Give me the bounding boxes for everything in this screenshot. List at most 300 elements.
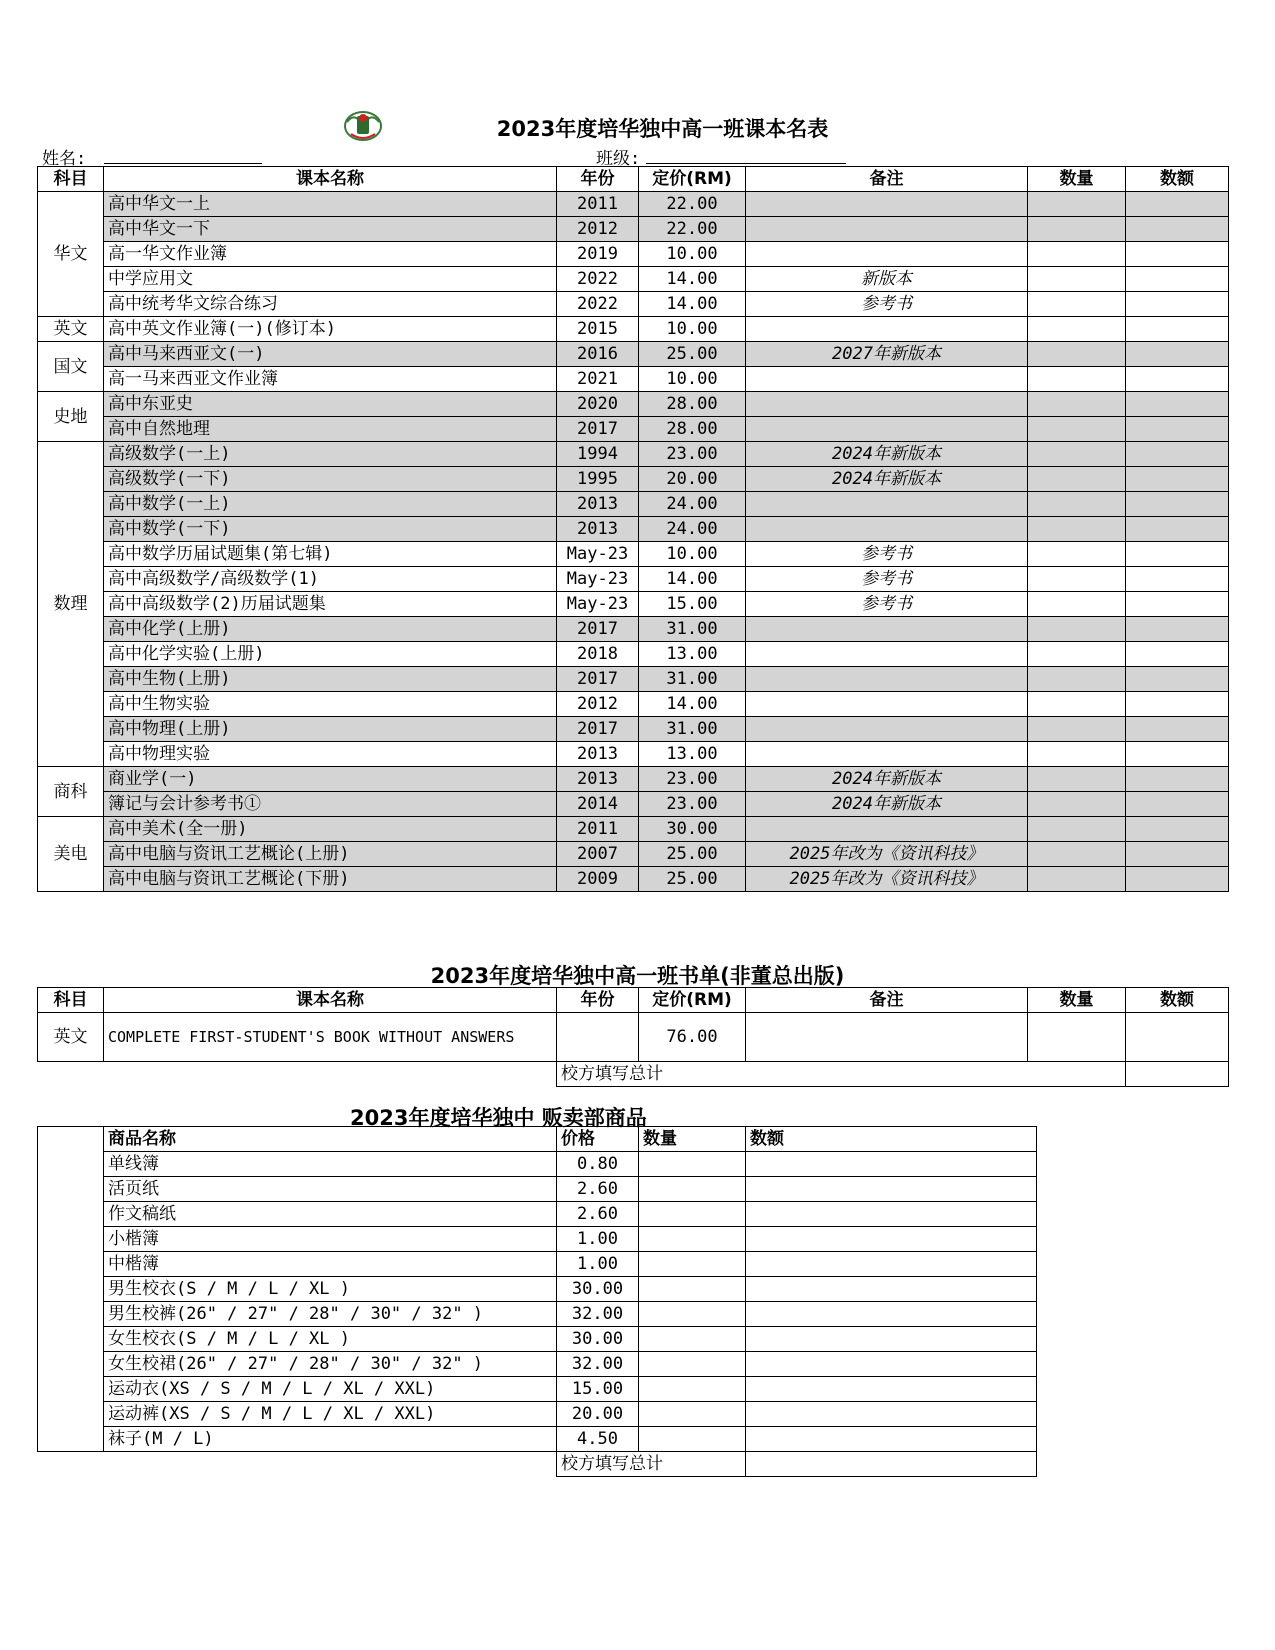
table-row [38,292,1229,317]
qty-cell[interactable] [1028,292,1126,317]
col-shop-amount: 数额 [746,1127,1037,1152]
col-price: 定价(RM) [639,988,746,1013]
item-amount-cell[interactable] [746,1327,1037,1352]
year-cell: 2013 [557,517,639,542]
remark-cell: 2025年改为《资讯科技》 [746,867,1028,892]
qty-cell[interactable] [1028,417,1126,442]
shop-title: 2023年度培华独中 贩卖部商品 [350,1106,647,1130]
qty-cell[interactable] [1028,442,1126,467]
year-cell: 2013 [557,742,639,767]
remark-cell [746,242,1028,267]
shop-total-label: 校方填写总计 [557,1452,746,1477]
price-cell: 13.00 [639,742,746,767]
item-price-cell: 1.00 [557,1252,639,1277]
qty-cell[interactable] [1028,667,1126,692]
qty-cell[interactable] [1028,242,1126,267]
price-cell: 20.00 [639,467,746,492]
qty-cell[interactable] [1028,317,1126,342]
book-cell: 高中高级数学(2)历届试题集 [104,592,557,617]
shop-item-row [38,1177,1037,1202]
price-cell: 10.00 [639,317,746,342]
qty-cell[interactable] [1028,192,1126,217]
qty-cell[interactable] [1028,467,1126,492]
year-cell: 2017 [557,667,639,692]
item-amount-cell[interactable] [746,1352,1037,1377]
year-cell: 2011 [557,817,639,842]
qty-cell[interactable] [1028,342,1126,367]
shop-item-row [38,1402,1037,1427]
item-name-cell: 单线簿 [104,1152,557,1177]
amount-cell[interactable] [1126,617,1229,642]
book-cell: 高中物理(上册) [104,717,557,742]
price-cell: 22.00 [639,217,746,242]
col-shop-price: 价格 [557,1127,639,1152]
qty-cell[interactable] [1028,542,1126,567]
non-publisher-table [37,987,1229,1087]
table-row [38,567,1229,592]
year-cell: 2007 [557,842,639,867]
item-price-cell: 30.00 [557,1327,639,1352]
price-cell: 14.00 [639,567,746,592]
remark-cell: 2024年新版本 [746,767,1028,792]
table-row [38,792,1229,817]
amount-cell[interactable] [1126,517,1229,542]
book-cell: 高中马来西亚文(一) [104,342,557,367]
subject-cell: 国文 [38,342,104,392]
table-row [38,417,1229,442]
year-cell: 2022 [557,267,639,292]
remark-cell [746,742,1028,767]
item-qty-cell[interactable] [639,1177,746,1202]
remark-cell [746,717,1028,742]
item-amount-cell[interactable] [746,1377,1037,1402]
price-cell: 25.00 [639,342,746,367]
price-cell: 25.00 [639,842,746,867]
table-row [38,617,1229,642]
blank-cell [104,1062,557,1087]
year-cell: 2013 [557,492,639,517]
table-row [38,1013,1229,1062]
amount-cell[interactable] [1126,767,1229,792]
amount-cell[interactable] [1126,717,1229,742]
table-row [38,767,1229,792]
table-row [38,317,1229,342]
qty-cell[interactable] [1028,492,1126,517]
item-price-cell: 15.00 [557,1377,639,1402]
price-cell: 25.00 [639,867,746,892]
item-name-cell: 运动衣(XS / S / M / L / XL / XXL) [104,1377,557,1402]
item-name-cell: 小楷簿 [104,1227,557,1252]
col-remark: 备注 [746,167,1028,192]
price-cell: 23.00 [639,767,746,792]
amount-cell[interactable] [1126,392,1229,417]
item-name-cell: 活页纸 [104,1177,557,1202]
amount-cell[interactable] [1126,817,1229,842]
amount-cell[interactable] [1126,217,1229,242]
shop-table [37,1126,1037,1477]
item-amount-cell[interactable] [746,1427,1037,1452]
year-cell: 2017 [557,717,639,742]
book-cell: 高中生物(上册) [104,667,557,692]
book-cell: 中学应用文 [104,267,557,292]
book-cell: 高中电脑与资讯工艺概论(下册) [104,867,557,892]
item-name-cell: 女生校裙(26" / 27" / 28" / 30" / 32" ) [104,1352,557,1377]
year-cell: 2018 [557,642,639,667]
remark-cell: 2025年改为《资讯科技》 [746,842,1028,867]
item-amount-cell[interactable] [746,1152,1037,1177]
book-cell: 商业学(一) [104,767,557,792]
remark-cell: 新版本 [746,267,1028,292]
remark-cell: 2024年新版本 [746,442,1028,467]
remark-cell [746,317,1028,342]
year-cell: 2021 [557,367,639,392]
table-row [38,192,1229,217]
item-amount-cell[interactable] [746,1277,1037,1302]
name-field[interactable] [104,163,262,164]
year-cell: 2020 [557,392,639,417]
book-cell: 高中化学实验(上册) [104,642,557,667]
price-cell: 30.00 [639,817,746,842]
year-cell: 2019 [557,242,639,267]
amount-cell[interactable] [1126,242,1229,267]
table-row [38,667,1229,692]
qty-cell[interactable] [1028,817,1126,842]
remark-cell [746,667,1028,692]
price-cell: 31.00 [639,617,746,642]
item-price-cell: 32.00 [557,1302,639,1327]
total-label: 校方填写总计 [557,1062,1126,1087]
remark-cell [746,417,1028,442]
amount-cell[interactable] [1126,1013,1229,1062]
qty-cell[interactable] [1028,717,1126,742]
item-amount-cell[interactable] [746,1202,1037,1227]
qty-cell[interactable] [1028,267,1126,292]
subject-cell: 华文 [38,192,104,317]
shop-item-row [38,1302,1037,1327]
qty-cell[interactable] [1028,767,1126,792]
item-qty-cell[interactable] [639,1302,746,1327]
book-cell: 高中物理实验 [104,742,557,767]
col-year: 年份 [557,167,639,192]
shop-item-row [38,1252,1037,1277]
price-cell: 28.00 [639,417,746,442]
blank-cell [104,1452,557,1477]
item-price-cell: 2.60 [557,1177,639,1202]
header-row [38,988,1229,1013]
amount-cell[interactable] [1126,692,1229,717]
item-qty-cell[interactable] [639,1427,746,1452]
item-qty-cell[interactable] [639,1327,746,1352]
table-row [38,517,1229,542]
second-title: 2023年度培华独中高一班书单(非董总出版) [430,964,845,988]
book-cell: 高中化学(上册) [104,617,557,642]
item-price-cell: 30.00 [557,1277,639,1302]
book-cell: 高中美术(全一册) [104,817,557,842]
qty-cell[interactable] [1028,642,1126,667]
book-cell: 高中华文一上 [104,192,557,217]
book-cell: COMPLETE FIRST-STUDENT'S BOOK WITHOUT ANSWERS [104,1013,557,1062]
table-row [38,242,1229,267]
col-shop-qty: 数量 [639,1127,746,1152]
shop-item-row [38,1327,1037,1352]
qty-cell[interactable] [1028,567,1126,592]
remark-cell [746,217,1028,242]
subject-cell: 史地 [38,392,104,442]
remark-cell [746,392,1028,417]
item-name-cell: 作文稿纸 [104,1202,557,1227]
table-row [38,392,1229,417]
year-cell: 2017 [557,617,639,642]
amount-cell[interactable] [1126,842,1229,867]
price-cell: 14.00 [639,267,746,292]
col-item: 商品名称 [104,1127,557,1152]
qty-cell[interactable] [1028,742,1126,767]
year-cell: 2012 [557,692,639,717]
shop-item-row [38,1152,1037,1177]
remark-cell: 参考书 [746,292,1028,317]
name-label: 姓名: [42,149,87,169]
amount-cell[interactable] [1126,367,1229,392]
remark-cell [746,492,1028,517]
remark-cell: 2027年新版本 [746,342,1028,367]
book-cell: 高一马来西亚文作业簿 [104,367,557,392]
subject-cell: 数理 [38,442,104,767]
item-price-cell: 32.00 [557,1352,639,1377]
qty-cell[interactable] [1028,592,1126,617]
remark-cell [746,817,1028,842]
col-amount: 数额 [1126,988,1229,1013]
amount-cell[interactable] [1126,492,1229,517]
item-name-cell: 中楷簿 [104,1252,557,1277]
subject-cell: 美电 [38,817,104,892]
item-price-cell: 20.00 [557,1402,639,1427]
table-row [38,817,1229,842]
year-cell: May-23 [557,592,639,617]
price-cell: 76.00 [639,1013,746,1062]
price-cell: 14.00 [639,692,746,717]
col-book: 课本名称 [104,167,557,192]
book-cell: 高中电脑与资讯工艺概论(上册) [104,842,557,867]
table-row [38,592,1229,617]
book-cell: 高中数学历届试题集(第七辑) [104,542,557,567]
table-row [38,692,1229,717]
item-qty-cell[interactable] [639,1377,746,1402]
qty-cell[interactable] [1028,842,1126,867]
subject-cell: 商科 [38,767,104,817]
table-row [38,467,1229,492]
item-qty-cell[interactable] [639,1402,746,1427]
remark-cell [746,367,1028,392]
remark-cell [746,1013,1028,1062]
qty-cell[interactable] [1028,692,1126,717]
book-cell: 高中数学(一下) [104,517,557,542]
table-row [38,367,1229,392]
qty-cell[interactable] [1028,792,1126,817]
amount-cell[interactable] [1126,317,1229,342]
book-cell: 高中自然地理 [104,417,557,442]
col-subject: 科目 [38,167,104,192]
col-price: 定价(RM) [639,167,746,192]
book-cell: 高中高级数学/高级数学(1) [104,567,557,592]
class-field[interactable] [646,163,846,164]
item-amount-cell[interactable] [746,1402,1037,1427]
item-qty-cell[interactable] [639,1252,746,1277]
price-cell: 31.00 [639,717,746,742]
table-row [38,217,1229,242]
year-cell: 2011 [557,192,639,217]
item-amount-cell[interactable] [746,1302,1037,1327]
remark-cell: 参考书 [746,592,1028,617]
table-row [38,267,1229,292]
remark-cell: 2024年新版本 [746,467,1028,492]
year-cell: May-23 [557,542,639,567]
price-cell: 14.00 [639,292,746,317]
year-cell: 2009 [557,867,639,892]
book-cell: 高中统考华文综合练习 [104,292,557,317]
book-cell: 高中数学(一上) [104,492,557,517]
amount-cell[interactable] [1126,792,1229,817]
shop-item-row [38,1377,1037,1402]
year-cell: 1994 [557,442,639,467]
item-amount-cell[interactable] [746,1177,1037,1202]
year-cell: 2017 [557,417,639,442]
header-row [38,167,1229,192]
col-book: 课本名称 [104,988,557,1013]
remark-cell: 2024年新版本 [746,792,1028,817]
table-row [38,742,1229,767]
item-price-cell: 1.00 [557,1227,639,1252]
year-cell: 2012 [557,217,639,242]
book-cell: 高中英文作业簿(一)(修订本) [104,317,557,342]
shop-side-cell [38,1127,104,1452]
item-qty-cell[interactable] [639,1277,746,1302]
item-price-cell: 2.60 [557,1202,639,1227]
item-price-cell: 0.80 [557,1152,639,1177]
qty-cell[interactable] [1028,617,1126,642]
amount-cell[interactable] [1126,542,1229,567]
amount-cell[interactable] [1126,467,1229,492]
table-row [38,717,1229,742]
total-amount-cell[interactable] [1126,1062,1229,1087]
item-qty-cell[interactable] [639,1227,746,1252]
shop-total-amount-cell[interactable] [746,1452,1037,1477]
shop-item-row [38,1277,1037,1302]
book-cell: 高中生物实验 [104,692,557,717]
amount-cell[interactable] [1126,442,1229,467]
item-amount-cell[interactable] [746,1252,1037,1277]
amount-cell[interactable] [1126,267,1229,292]
item-amount-cell[interactable] [746,1227,1037,1252]
qty-cell[interactable] [1028,1013,1126,1062]
amount-cell[interactable] [1126,667,1229,692]
blank-cell [38,1062,104,1087]
item-qty-cell[interactable] [639,1202,746,1227]
remark-cell [746,192,1028,217]
amount-cell[interactable] [1126,567,1229,592]
table-row [38,342,1229,367]
price-cell: 10.00 [639,542,746,567]
qty-cell[interactable] [1028,217,1126,242]
item-qty-cell[interactable] [639,1352,746,1377]
shop-item-row [38,1227,1037,1252]
shop-item-row [38,1427,1037,1452]
amount-cell[interactable] [1126,867,1229,892]
remark-cell [746,517,1028,542]
book-cell: 高级数学(一下) [104,467,557,492]
book-cell: 簿记与会计参考书① [104,792,557,817]
year-cell [557,1013,639,1062]
col-qty: 数量 [1028,167,1126,192]
amount-cell[interactable] [1126,342,1229,367]
amount-cell[interactable] [1126,192,1229,217]
item-name-cell: 男生校衣(S / M / L / XL ) [104,1277,557,1302]
col-year: 年份 [557,988,639,1013]
price-cell: 15.00 [639,592,746,617]
table-row [38,492,1229,517]
price-cell: 13.00 [639,642,746,667]
amount-cell[interactable] [1126,292,1229,317]
amount-cell[interactable] [1126,742,1229,767]
shop-header-row [38,1127,1037,1152]
item-price-cell: 4.50 [557,1427,639,1452]
subject-cell: 英文 [38,317,104,342]
qty-cell[interactable] [1028,517,1126,542]
item-name-cell: 女生校衣(S / M / L / XL ) [104,1327,557,1352]
book-cell: 高中东亚史 [104,392,557,417]
class-label: 班级: [596,149,641,169]
amount-cell[interactable] [1126,592,1229,617]
price-cell: 10.00 [639,242,746,267]
qty-cell[interactable] [1028,392,1126,417]
year-cell: 2013 [557,767,639,792]
table-row [38,867,1229,892]
price-cell: 28.00 [639,392,746,417]
amount-cell[interactable] [1126,417,1229,442]
qty-cell[interactable] [1028,367,1126,392]
item-name-cell: 男生校裤(26" / 27" / 28" / 30" / 32" ) [104,1302,557,1327]
col-subject: 科目 [38,988,104,1013]
table-row [38,442,1229,467]
col-qty: 数量 [1028,988,1126,1013]
item-name-cell: 袜子(M / L) [104,1427,557,1452]
table-row [38,642,1229,667]
item-qty-cell[interactable] [639,1152,746,1177]
remark-cell [746,617,1028,642]
item-name-cell: 运动裤(XS / S / M / L / XL / XXL) [104,1402,557,1427]
subject-cell: 英文 [38,1013,104,1062]
shop-total-row [38,1452,1037,1477]
remark-cell [746,692,1028,717]
book-cell: 高一华文作业簿 [104,242,557,267]
book-cell: 高级数学(一上) [104,442,557,467]
year-cell: 2022 [557,292,639,317]
qty-cell[interactable] [1028,867,1126,892]
price-cell: 31.00 [639,667,746,692]
price-cell: 23.00 [639,792,746,817]
textbook-table [37,166,1229,892]
textbook-rows [38,192,1229,892]
shop-item-row [38,1352,1037,1377]
year-cell: 2015 [557,317,639,342]
amount-cell[interactable] [1126,642,1229,667]
shop-item-row [38,1202,1037,1227]
col-remark: 备注 [746,988,1028,1013]
remark-cell [746,642,1028,667]
book-cell: 高中华文一下 [104,217,557,242]
page-title: 2023年度培华独中高一班课本名表 [496,117,829,141]
remark-cell: 参考书 [746,542,1028,567]
table-row [38,842,1229,867]
